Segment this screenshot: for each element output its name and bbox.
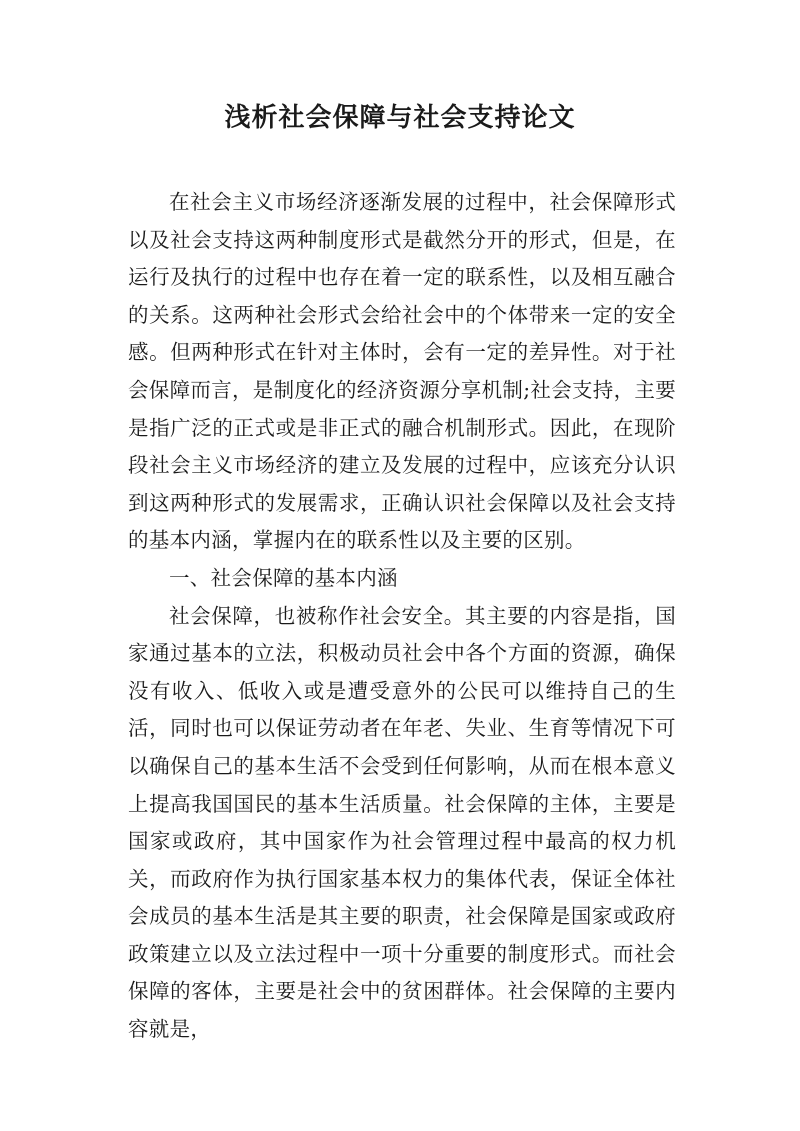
document-body: [128, 184, 676, 1049]
paragraph-social-security: 社会保障，也被称作社会安全。其主要的内容是指，国家通过基本的立法，积极动员社会中各个方面的资源，确保没有收入、低收入或是遭受意外的公民可以维持自己的生活，同时也可以保证劳动者在年老、失业、生育等情况下可以确保自己的基本生活不会受到任何影响，从而在根本意义上提高我国国民的基本生活质量。社会保障的主体，主要是国家或政府，其中国家作为社会管理过程中最高的权力机关，而政府作为执行国家基本权力的集体代表，保证全体社会成员的基本生活是其主要的职责，社会保障是国家或政府政策建立以及立法过程中一项十分重要的制度形式。而社会保障的客体，主要是社会中的贫困群体。社会保障的主要内容就是，: [128, 603, 676, 1042]
document-title: 浅析社会保障与社会支持论文: [224, 103, 576, 133]
section-heading: 一、社会保障的基本内涵: [169, 565, 398, 590]
paragraph-intro: 在社会主义市场经济逐渐发展的过程中，社会保障形式以及社会支持这两种制度形式是截然分开的形式，但是，在运行及执行的过程中也存在着一定的联系性，以及相互融合的关系。这两种社会形式会给社会中的个体带来一定的安全感。但两种形式在针对主体时，会有一定的差异性。对于社会保障而言，是制度化的经济资源分享机制;社会支持，主要是指广泛的正式或是非正式的融合机制形式。因此，在现阶段社会主义市场经济的建立及发展的过程中，应该充分认识到这两种形式的发展需求，正确认识社会保障以及社会支持的基本内涵，掌握内在的联系性以及主要的区别。: [128, 190, 677, 553]
